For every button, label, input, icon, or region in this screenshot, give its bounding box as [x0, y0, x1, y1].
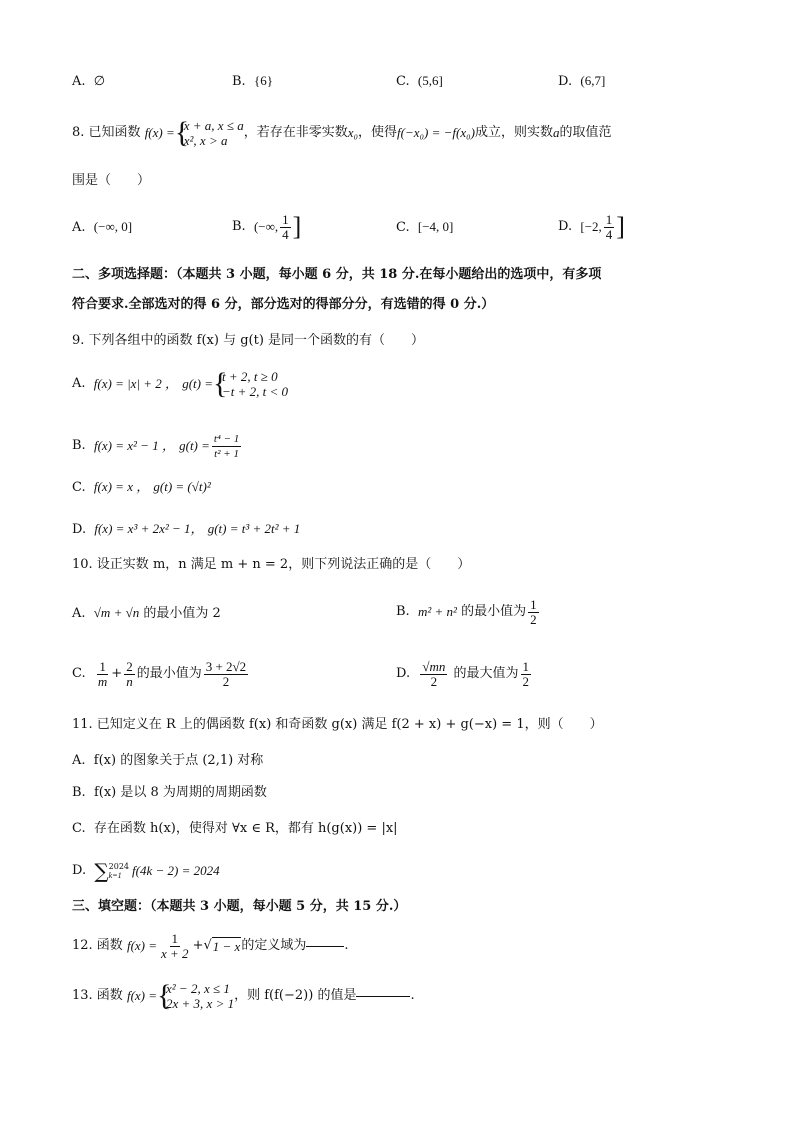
q13-stem: 13. 函数 f(x) = { x² − 2, x ≤ 1 2x + 3, x > 1 ，则 f(f(−2)) 的值是 . [72, 979, 415, 1012]
q10-stem: 10. 设正实数 m，n 满足 m + n = 2，则下列说法正确的是（ ） [72, 557, 471, 572]
q10-option-a: A. √m + √n 的最小值为 2 [72, 605, 221, 621]
q11-option-d: D. ∑ 2024 k=1 f(4k − 2) = 2024 [72, 859, 220, 883]
q13-answer-blank[interactable] [356, 996, 410, 997]
q9-option-b: B. f(x) = x² − 1 ， g(t) = $\frac{\text{t⁴ − 1}}{\text{t² + 1}}$ [72, 432, 240, 460]
q8-stem-line2: 围是（ ） [72, 173, 151, 188]
q11-option-b: B. f(x) 是以 8 为周期的周期函数 [72, 785, 267, 800]
q7-option-d: D. (6,7] [558, 73, 606, 89]
section-3-title: 三、填空题：（本题共 3 小题，每小题 5 分，共 15 分.） [72, 899, 407, 914]
q11-stem: 11. 已知定义在 R 上的偶函数 f(x) 和奇函数 g(x) 满足 f(2 + x) + g(−x) = 1，则（ ） [72, 717, 603, 732]
q8-piecewise: { x + a, x ≤ a x², x > a [174, 116, 244, 149]
q8-option-b: B. (−∞, $\frac{1}{4}$ ] [232, 211, 302, 242]
q7-option-a: A. ∅ [72, 73, 106, 89]
q7-option-a-value: ∅ [93, 73, 106, 88]
q9-option-c: C. f(x) = x ， g(t) = (√t)² [72, 479, 211, 495]
q9-option-d: D. f(x) = x³ + 2x² − 1， g(t) = t³ + 2t² + 1 [72, 521, 301, 537]
q11-option-a: A. f(x) 的图象关于点 (2,1) 对称 [72, 753, 264, 768]
q9-option-a: A. f(x) = |x| + 2 ， g(t) = { t + 2, t ≥ 0 −t + 2, t < 0 [72, 367, 289, 400]
q10-option-b: B. m² + n² 的最小值为 $\frac{1}{2}$ [396, 596, 537, 627]
q12-answer-blank[interactable] [306, 946, 344, 947]
q8-option-c: C. [−4, 0] [396, 219, 454, 235]
q10-option-d: D. $\frac{√mn}{2}$ 的最大值为 $\frac{1}{2}$ [396, 658, 530, 689]
section-2-title: 二、多项选择题：（本题共 3 小题，每小题 6 分，共 18 分.在每小题给出的选项中，有多项 [72, 267, 602, 282]
q10-option-c: C. $\frac{1}{m}$ + $\frac{2}{n}$ 的最小值为 $\frac{3 + 2√2}{2}$ [72, 658, 247, 689]
q7-option-c: C. (5,6] [396, 73, 443, 89]
section-2-title-line2: 符合要求.全部选对的得 6 分，部分选对的得部分分，有选错的得 0 分.） [72, 297, 495, 312]
q8-option-a: A. (−∞, 0] [72, 219, 133, 235]
q12-stem: 12. 函数 f(x) = $\frac{1}{x + 2}$ + √ 1 − x 的定义域为 . [72, 930, 349, 961]
q8-stem: 8. 已知函数 f(x) = { x + a, x ≤ a x², x > a ，若存在非零实数 x₀ ，使得 f(−x₀) = −f(x₀) 成立，则实数 a 的取值范 [72, 116, 612, 149]
q8-option-d: D. [−2, $\frac{1}{4}$ ] [558, 211, 625, 242]
q7-option-b: B. {6} [232, 73, 273, 89]
q9-stem: 9. 下列各组中的函数 f(x) 与 g(t) 是同一个函数的有（ ） [72, 333, 425, 348]
q11-option-c: C. 存在函数 h(x)，使得对 ∀x ∈ R，都有 h(g(x)) = |x| [72, 821, 398, 836]
